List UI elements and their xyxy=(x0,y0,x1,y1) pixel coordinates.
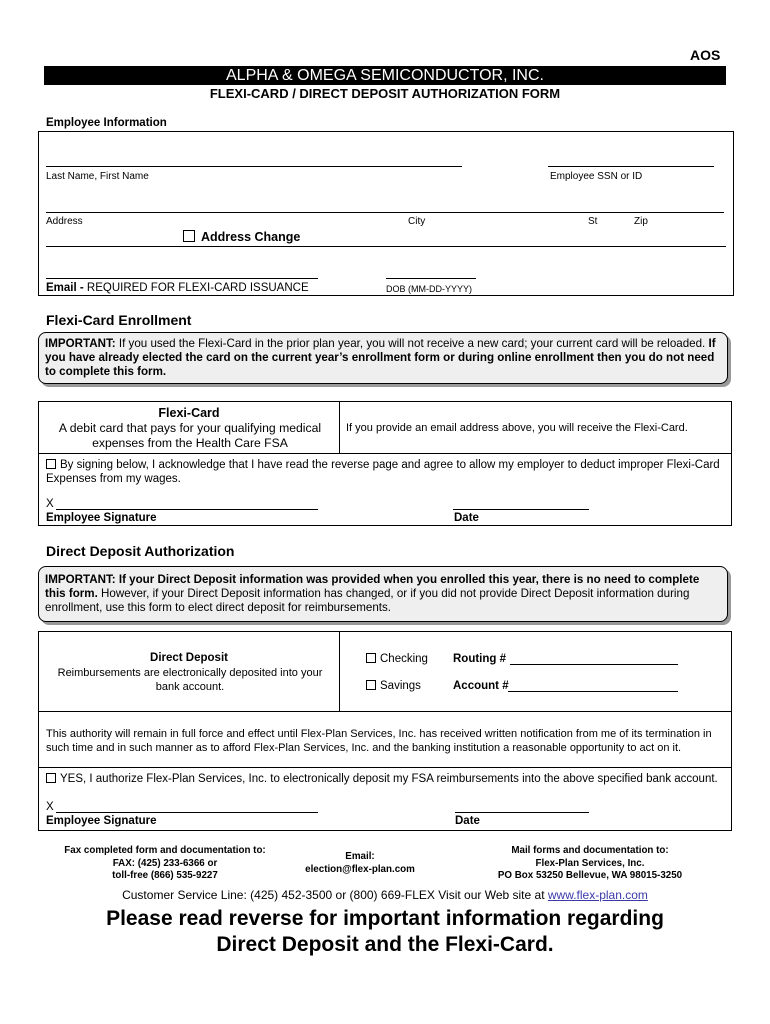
fax-line1: Fax completed form and documentation to: xyxy=(64,845,266,856)
signature-x: X xyxy=(46,801,54,813)
direct-deposit-title: Direct Deposit xyxy=(150,652,228,664)
address-change-label: Address Change xyxy=(201,230,301,244)
flexi-important-note xyxy=(38,332,728,384)
form-code: AOS xyxy=(690,47,721,63)
flexi-date-field[interactable] xyxy=(453,509,589,510)
signature-x: X xyxy=(46,498,54,510)
direct-deposit-heading: Direct Deposit Authorization xyxy=(46,543,235,559)
fax-line3: toll-free (866) 535-9227 xyxy=(112,870,218,881)
email-label xyxy=(46,282,309,294)
column-divider xyxy=(339,632,340,711)
mail-info xyxy=(460,845,720,883)
column-divider xyxy=(339,402,340,454)
routing-label: Routing # xyxy=(453,653,507,665)
dob-label: DOB (MM-DD-YYYY) xyxy=(386,284,472,294)
address-field[interactable] xyxy=(46,212,724,213)
authorize-option[interactable] xyxy=(46,773,718,785)
mail-line3: PO Box 53250 Bellevue, WA 98015-3250 xyxy=(497,870,683,881)
direct-deposit-description: Reimbursements are electronically deposited into your bank account. xyxy=(57,667,323,693)
zip-label: Zip xyxy=(634,216,648,227)
acknowledge-text: By signing below, I acknowledge that I have read the reverse page and agree to allow my employer to deduct improper Flexi-Card Expenses from my wages. xyxy=(46,459,720,485)
city-label: City xyxy=(408,216,426,227)
flexi-card-description: A debit card that pays for your qualifying medical expenses from the Health Care FSA xyxy=(58,421,322,450)
ssn-field[interactable] xyxy=(548,166,714,167)
savings-checkbox[interactable] xyxy=(366,680,376,690)
divider xyxy=(46,246,726,247)
flexi-acknowledge[interactable] xyxy=(46,458,726,486)
deposit-important-bold: IMPORTANT: If your Direct Deposit information was provided when you enrolled this year, there is no need to complete this form. xyxy=(45,573,700,600)
deposit-date-label: Date xyxy=(455,815,480,827)
email-field[interactable] xyxy=(46,278,318,279)
savings-label: Savings xyxy=(380,680,421,692)
state-label: St xyxy=(588,216,598,227)
mail-line1: Mail forms and documentation to: xyxy=(511,845,669,856)
employee-info-box xyxy=(38,131,734,296)
authorize-checkbox[interactable] xyxy=(46,773,56,783)
account-field[interactable] xyxy=(508,679,678,692)
deposit-signature-field[interactable] xyxy=(56,812,318,813)
deposit-date-field[interactable] xyxy=(455,812,589,813)
email-line1: Email: xyxy=(345,851,375,862)
savings-option[interactable] xyxy=(366,680,421,692)
deposit-important-note xyxy=(38,566,728,622)
checking-checkbox[interactable] xyxy=(366,653,376,663)
customer-service xyxy=(0,888,770,902)
flexi-card-email-note: If you provide an email address above, you will receive the Flexi-Card. xyxy=(346,422,688,434)
customer-service-text: Customer Service Line: (425) 452-3500 or (800) 669-FLEX Visit our Web site at xyxy=(122,888,548,902)
flexi-signature-field[interactable] xyxy=(56,509,318,510)
row-divider xyxy=(38,767,732,768)
authorize-text: YES, I authorize Flex-Plan Services, Inc. to electronically deposit my FSA reimbursements into the above specified bank account. xyxy=(60,773,718,785)
mail-line2: Flex-Plan Services, Inc. xyxy=(535,857,645,869)
flexi-important-text2: If you have already elected the card on the current year’s enrollment form or during online enrollment then you do not need to complete this form. xyxy=(45,337,716,378)
fax-info xyxy=(40,845,290,883)
reverse-line2: Direct Deposit and the Flexi-Card. xyxy=(216,933,554,956)
email-info xyxy=(290,851,430,876)
flexi-date-label: Date xyxy=(454,512,479,524)
address-change-checkbox[interactable] xyxy=(183,230,195,242)
deposit-signature-label: Employee Signature xyxy=(46,815,157,827)
flexi-card-heading: Flexi-Card Enrollment xyxy=(46,312,192,328)
authority-text: This authority will remain in full force and effect until Flex-Plan Services, Inc. has received written notification from me of its termination in such time and in such manner as to afford Flex-Plan Services, Inc. and the banking institution a reasonable opportunity to act on it. xyxy=(46,728,712,754)
reverse-line1: Please read reverse for important information regarding xyxy=(106,907,664,930)
address-label: Address xyxy=(46,216,83,227)
website-link[interactable]: www.flex-plan.com xyxy=(547,888,648,902)
checking-label: Checking xyxy=(380,653,428,665)
deposit-important-text: However, if your Direct Deposit information has changed, or if you did not provide Direct Deposit information during enrollment, use this form to elect direct deposit for reimbursements. xyxy=(45,587,690,614)
email-label-rest: REQUIRED FOR FLEXI-CARD ISSUANCE xyxy=(83,282,309,294)
flexi-signature-label: Employee Signature xyxy=(46,512,157,524)
employee-info-label: Employee Information xyxy=(46,117,167,129)
form-title: FLEXI-CARD / DIRECT DEPOSIT AUTHORIZATION FORM xyxy=(209,86,561,101)
row-divider xyxy=(38,453,732,454)
company-banner: ALPHA & OMEGA SEMICONDUCTOR, INC. xyxy=(44,66,726,85)
email-line2: election@flex-plan.com xyxy=(305,863,415,875)
flexi-card-title: Flexi-Card xyxy=(158,406,220,420)
fax-line2: FAX: (425) 233-6366 or xyxy=(112,857,218,869)
ssn-label: Employee SSN or ID xyxy=(550,171,643,182)
address-change-option[interactable] xyxy=(183,230,300,244)
email-label-bold: Email - xyxy=(46,282,84,294)
dob-field[interactable] xyxy=(386,278,476,279)
acknowledge-checkbox[interactable] xyxy=(46,459,56,469)
checking-option[interactable] xyxy=(366,653,428,665)
reverse-notice xyxy=(0,906,770,958)
row-divider xyxy=(38,711,732,712)
flexi-important-bold: IMPORTANT: xyxy=(45,337,116,350)
routing-field[interactable] xyxy=(510,664,678,665)
flexi-important-text1: If you used the Flexi-Card in the prior plan year, you will not receive a new card; your current card will be reloaded. xyxy=(115,337,709,350)
name-field[interactable] xyxy=(46,166,462,167)
account-label: Account # xyxy=(453,680,509,692)
name-label: Last Name, First Name xyxy=(46,171,149,182)
